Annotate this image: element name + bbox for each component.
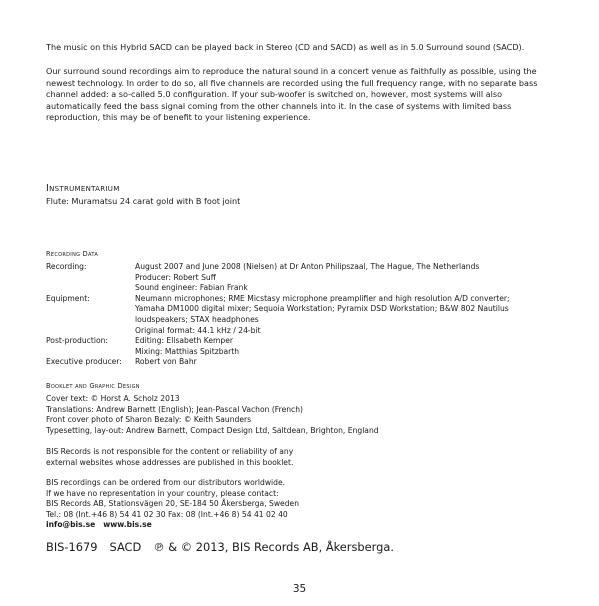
booklet-design-heading: Booklet and Graphic Design [46,382,140,390]
executive-producer-line: Robert von Bahr [135,357,197,367]
executive-producer-value [135,357,535,368]
page-number: 35 [292,583,307,595]
booklet-credits [46,394,379,436]
recording-row [46,262,535,294]
post-production-value [135,336,535,357]
distributor-line: BIS Records AB, Stationsvägen 20, SE-184 50 Åkersberga, Sweden [46,499,300,509]
surround-sound-paragraph: Our surround sound recordings aim to reproduce the natural sound in a concert venue as faithfully as possible, using the newest technology. In order to do so, all five channels are recorded using the full frequency range, with no separate bass channel added: a so-called 5.0 configuration. If your sub-woofer is switched on, however, most systems will also automatically feed the bass signal coming from the other channels into it. In the case of systems with limited bass reproduction, this may be of benefit to your listening experience. [46,66,538,122]
executive-producer-row [46,357,535,368]
equipment-line: loudspeakers; STAX headphones [135,314,259,324]
booklet-credit-line: Translations: Andrew Barnett (English); Jean-Pascal Vachon (French) [46,404,304,414]
post-production-label: Post-production: [46,336,108,346]
catalog-format: SACD [109,540,142,554]
disclaimer [46,447,293,468]
equipment-line: Neumann microphones; RME Micstasy microphone preamplifier and high resolution A/D converter; [135,293,510,303]
recording-data-heading: Recording Data [46,250,99,258]
executive-producer-label: Executive producer: [46,357,122,367]
distributor-info [46,478,299,531]
disclaimer-line: external websites whose addresses are published in this booklet. [46,457,294,467]
recording-data-table [46,262,535,368]
instrumentarium-text: Flute: Muramatsu 24 carat gold with B foot joint [46,196,241,206]
website-link[interactable]: www.bis.se [103,520,152,530]
recording-value [135,262,535,294]
equipment-row [46,294,535,336]
catalog-number: BIS-1679 [46,540,98,554]
equipment-line: Yamaha DM1000 digital mixer; Sequoia Workstation; Pyramix DSD Workstation; B&W 802 Nautilus [135,304,509,314]
recording-label: Recording: [46,262,87,271]
equipment-value [135,294,535,336]
catalog-line [46,540,406,554]
booklet-credit-line: Cover text: © Horst A. Scholz 2013 [46,394,180,403]
hybrid-sacd-paragraph: The music on this Hybrid SACD can be played back in Stereo (CD and SACD) as well as in 5.0 Surround sound (SACD). [46,42,525,52]
recording-line: Producer: Robert Suff [135,272,216,282]
equipment-label: Equipment: [46,293,90,303]
distributor-line: BIS recordings can be ordered from our distributors worldwide. [46,478,286,487]
distributor-line: If we have no representation in your country, please contact: [46,488,279,498]
booklet-credit-line: Typesetting, lay-out: Andrew Barnett, Compact Design Ltd, Saltdean, Brighton, England [46,425,379,435]
catalog-copyright: ℗ & © 2013, BIS Records AB, Åkersberga. [153,540,394,554]
post-production-line: Editing: Elisabeth Kemper [135,336,234,346]
post-production-line: Mixing: Matthias Spitzbarth [135,346,240,356]
post-production-row [46,336,535,357]
disclaimer-line: BIS Records is not responsible for the content or reliability of any [46,447,294,456]
recording-line: August 2007 and June 2008 (Nielsen) at Dr Anton Philipszaal, The Hague, The Netherlands [135,262,480,271]
instrumentarium-heading: Instrumentarium [46,183,120,194]
contact-links [46,520,299,531]
distributor-line: Tel.: 08 (Int.+46 8) 54 41 02 30 Fax: 08 (Int.+46 8) 54 41 02 40 [46,509,288,519]
booklet-credit-line: Front cover photo of Sharon Bezaly: © Keith Saunders [46,415,252,425]
email-link[interactable]: info@bis.se [46,520,96,530]
equipment-line: Original format: 44.1 kHz / 24-bit [135,325,261,335]
recording-line: Sound engineer: Fabian Frank [135,283,248,293]
